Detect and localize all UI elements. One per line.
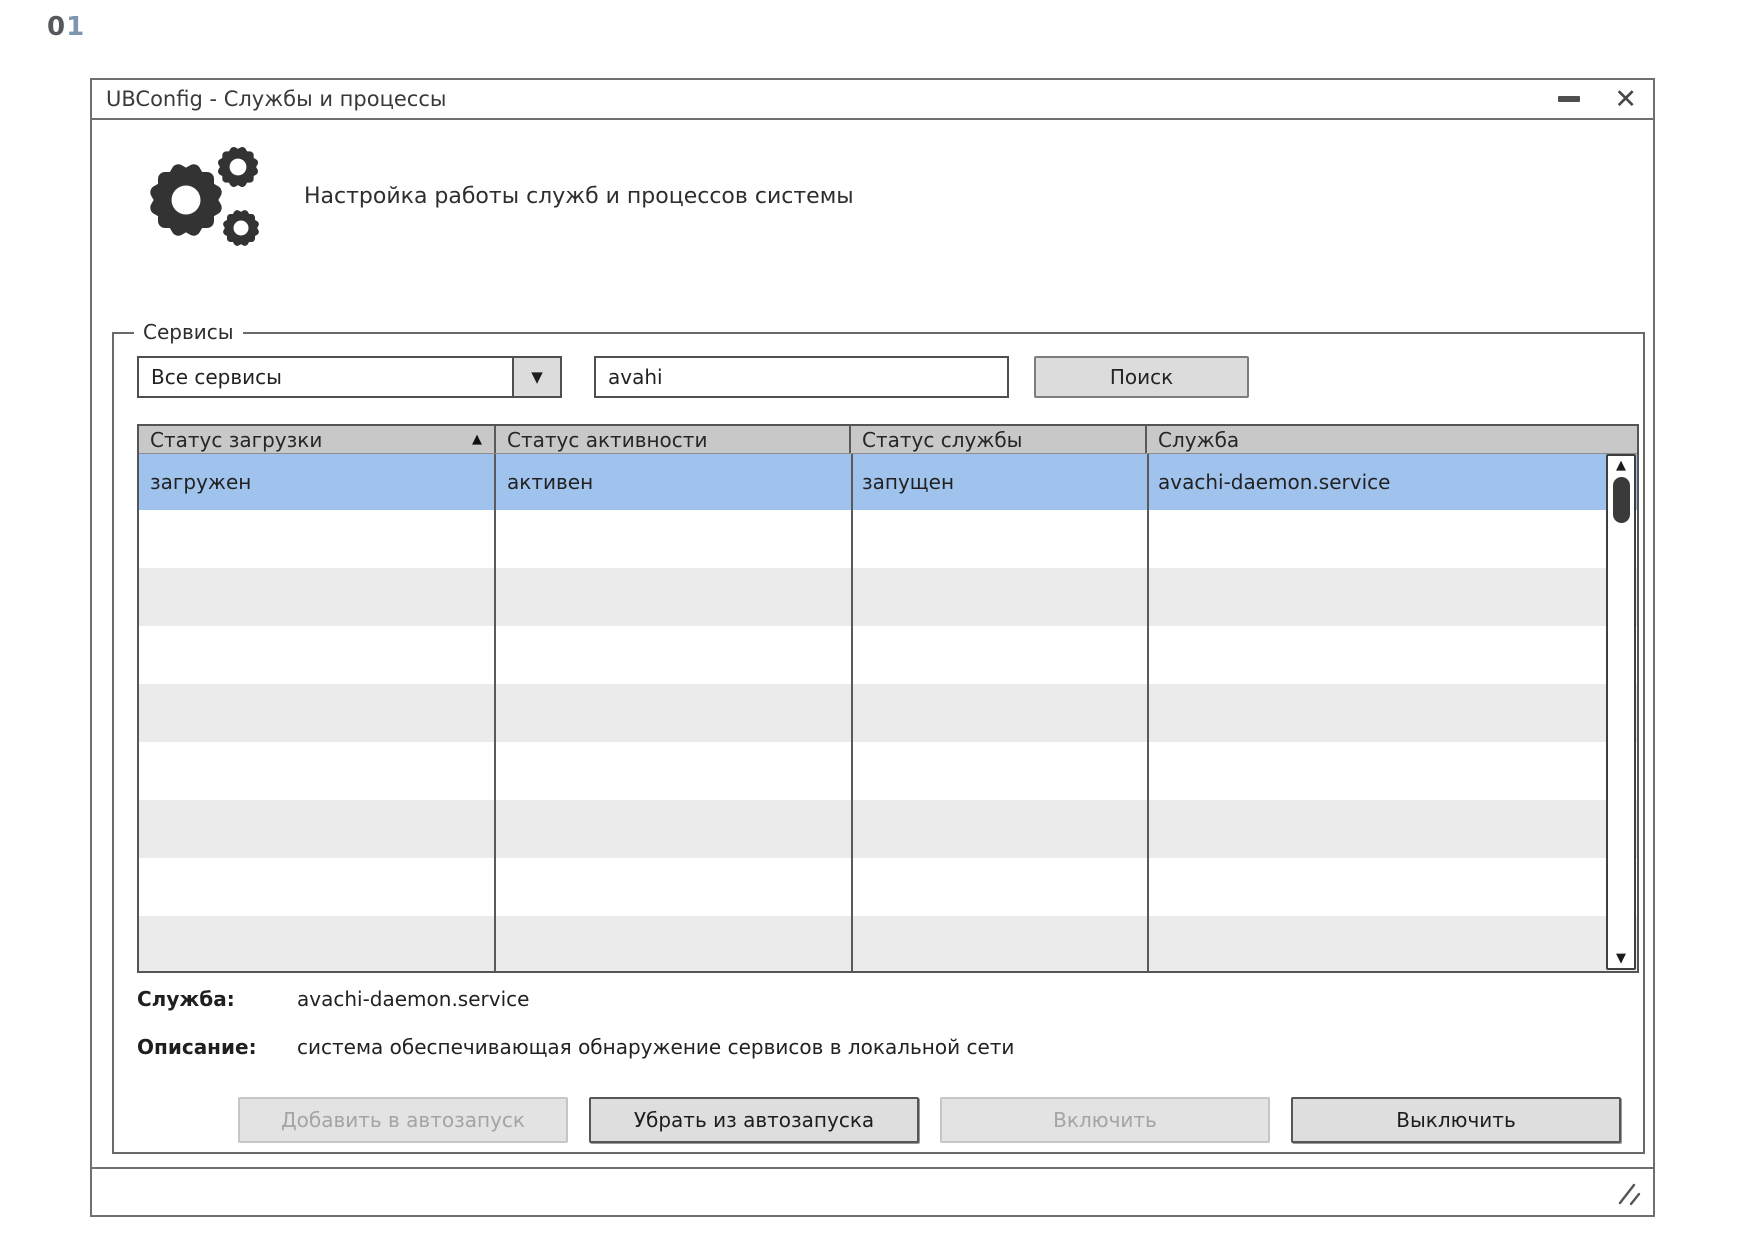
add-autostart-button: Добавить в автозапуск bbox=[238, 1097, 568, 1143]
action-buttons-row bbox=[114, 1097, 1643, 1143]
scrollbar-thumb[interactable] bbox=[1613, 477, 1630, 523]
search-button[interactable] bbox=[1034, 356, 1249, 398]
table-header bbox=[139, 426, 1637, 454]
detail-description-row bbox=[137, 1035, 1014, 1059]
services-groupbox bbox=[112, 320, 1645, 1154]
column-divider bbox=[1147, 454, 1149, 971]
table-scrollbar[interactable] bbox=[1606, 454, 1636, 970]
detail-service-label: Служба: bbox=[137, 987, 235, 1011]
column-header-load-status[interactable]: Статус загрузки ▲ bbox=[139, 426, 496, 453]
scroll-down-icon[interactable]: ▼ bbox=[1616, 951, 1626, 966]
detail-service-row bbox=[137, 987, 529, 1011]
chevron-down-icon: ▼ bbox=[531, 368, 543, 386]
minimize-icon[interactable] bbox=[1558, 96, 1580, 102]
services-table bbox=[137, 424, 1639, 973]
groupbox-legend: Сервисы bbox=[134, 320, 243, 344]
resize-grip-icon[interactable] bbox=[1617, 1181, 1643, 1207]
cell-service-status: запущен bbox=[862, 470, 955, 494]
detail-service-value: avachi-daemon.service bbox=[297, 987, 530, 1011]
status-bar bbox=[92, 1167, 1653, 1215]
column-divider bbox=[851, 454, 853, 971]
remove-autostart-button[interactable]: Убрать из автозапуска bbox=[589, 1097, 919, 1143]
disable-button[interactable]: Выключить bbox=[1291, 1097, 1621, 1143]
gears-icon bbox=[132, 142, 262, 252]
detail-description-label: Описание: bbox=[137, 1035, 257, 1059]
page-number: 01 bbox=[47, 12, 86, 42]
search-input[interactable] bbox=[594, 356, 1009, 398]
titlebar-controls bbox=[1558, 83, 1653, 115]
window-title: UBConfig - Службы и процессы bbox=[106, 87, 447, 111]
service-filter-dropdown[interactable] bbox=[137, 356, 562, 398]
dropdown-arrow-button[interactable] bbox=[512, 358, 560, 396]
header-caption: Настройка работы служб и процессов системы bbox=[304, 184, 854, 209]
app-window bbox=[90, 78, 1655, 1217]
column-header-service-status[interactable]: Статус службы bbox=[851, 426, 1147, 453]
search-button-label: Поиск bbox=[1109, 365, 1174, 389]
cell-service-name: avachi-daemon.service bbox=[1158, 470, 1391, 494]
cell-activity-status: активен bbox=[507, 470, 594, 494]
column-header-service[interactable]: Служба bbox=[1158, 427, 1240, 452]
column-divider bbox=[494, 454, 496, 971]
enable-button: Включить bbox=[940, 1097, 1270, 1143]
close-icon[interactable]: ✕ bbox=[1614, 83, 1637, 115]
title-bar[interactable] bbox=[92, 80, 1653, 120]
dropdown-selected-value: Все сервисы bbox=[151, 365, 282, 389]
table-body[interactable] bbox=[139, 454, 1637, 971]
cell-load-status: загружен bbox=[150, 470, 252, 494]
column-header-activity-status[interactable]: Статус активности bbox=[496, 426, 851, 453]
scroll-up-icon[interactable]: ▲ bbox=[1616, 458, 1626, 473]
table-row-selected[interactable] bbox=[139, 454, 1637, 510]
detail-description-value: система обеспечивающая обнаружение сервисов в локальной сети bbox=[297, 1035, 1015, 1059]
sort-asc-icon: ▲ bbox=[472, 432, 482, 447]
